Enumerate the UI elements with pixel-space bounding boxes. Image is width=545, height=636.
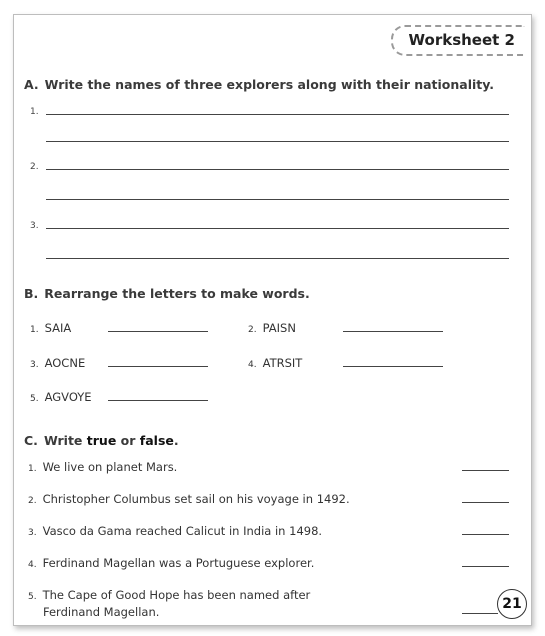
- item-number: 2.: [28, 496, 37, 506]
- section-a-letter: A.: [24, 77, 39, 92]
- statement-text: Ferdinand Magellan was a Portuguese explorer.: [42, 556, 315, 570]
- true-word: true: [86, 433, 117, 448]
- answer-number-3: 3.: [30, 221, 39, 231]
- item-number: 1.: [28, 464, 37, 474]
- answer-blank[interactable]: [462, 566, 509, 567]
- answer-blank[interactable]: [343, 331, 443, 332]
- statement-text: Christopher Columbus set sail on his voyage in 1492.: [42, 492, 350, 506]
- answer-blank[interactable]: [462, 613, 498, 614]
- scramble-item: [248, 321, 296, 335]
- worksheet-page: [13, 14, 532, 626]
- statement-text: We live on planet Mars.: [42, 460, 178, 474]
- statement-text-line2: Ferdinand Magellan.: [43, 605, 160, 619]
- answer-blank[interactable]: [108, 400, 208, 401]
- statement: [28, 588, 310, 620]
- answer-number-2: 2.: [30, 162, 39, 172]
- scrambled-word: PAISN: [262, 321, 296, 335]
- worksheet-tag: Worksheet 2: [391, 25, 525, 56]
- answer-line[interactable]: [46, 141, 509, 142]
- answer-blank[interactable]: [462, 470, 509, 471]
- answer-line[interactable]: [46, 114, 509, 115]
- answer-line[interactable]: [46, 169, 509, 170]
- statement-text: The Cape of Good Hope has been named after: [42, 588, 311, 602]
- scramble-item: [30, 390, 92, 404]
- answer-blank[interactable]: [462, 502, 509, 503]
- scramble-item: [30, 356, 85, 370]
- item-number: 5.: [30, 394, 39, 404]
- item-number: 1.: [30, 325, 39, 335]
- answer-line[interactable]: [46, 228, 509, 229]
- item-number: 5.: [28, 592, 37, 602]
- statement: [28, 524, 322, 541]
- statement: [28, 556, 314, 573]
- page-number: 21: [497, 589, 527, 619]
- statement-text: Vasco da Gama reached Calicut in India in 1498.: [42, 524, 323, 538]
- section-b-letter: B.: [24, 286, 39, 301]
- section-b-heading: [24, 286, 310, 301]
- section-c-heading: [24, 433, 179, 448]
- answer-blank[interactable]: [343, 366, 443, 367]
- statement: [28, 460, 177, 477]
- scrambled-word: ATRSIT: [262, 356, 303, 370]
- statement: [28, 492, 350, 509]
- item-number: 3.: [30, 360, 39, 370]
- answer-line[interactable]: [46, 258, 509, 259]
- section-a-title: Write the names of three explorers along with their nationality.: [44, 77, 495, 92]
- answer-blank[interactable]: [462, 534, 509, 535]
- title-text: Write: [43, 433, 83, 448]
- scramble-item: [248, 356, 302, 370]
- scrambled-word: AOCNE: [44, 356, 86, 370]
- item-number: 4.: [28, 560, 37, 570]
- answer-blank[interactable]: [108, 366, 208, 367]
- answer-number-1: 1.: [30, 107, 39, 117]
- scramble-item: [30, 321, 71, 335]
- title-text: or: [120, 433, 136, 448]
- section-b-title: Rearrange the letters to make words.: [44, 286, 310, 301]
- scrambled-word: SAIA: [44, 321, 72, 335]
- section-c-letter: C.: [24, 433, 38, 448]
- item-number: 2.: [248, 325, 257, 335]
- answer-blank[interactable]: [108, 331, 208, 332]
- section-a-heading: [24, 77, 494, 92]
- false-word: false: [139, 433, 174, 448]
- title-text: .: [173, 433, 179, 448]
- answer-line[interactable]: [46, 199, 509, 200]
- item-number: 3.: [28, 528, 37, 538]
- scrambled-word: AGVOYE: [44, 390, 92, 404]
- item-number: 4.: [248, 360, 257, 370]
